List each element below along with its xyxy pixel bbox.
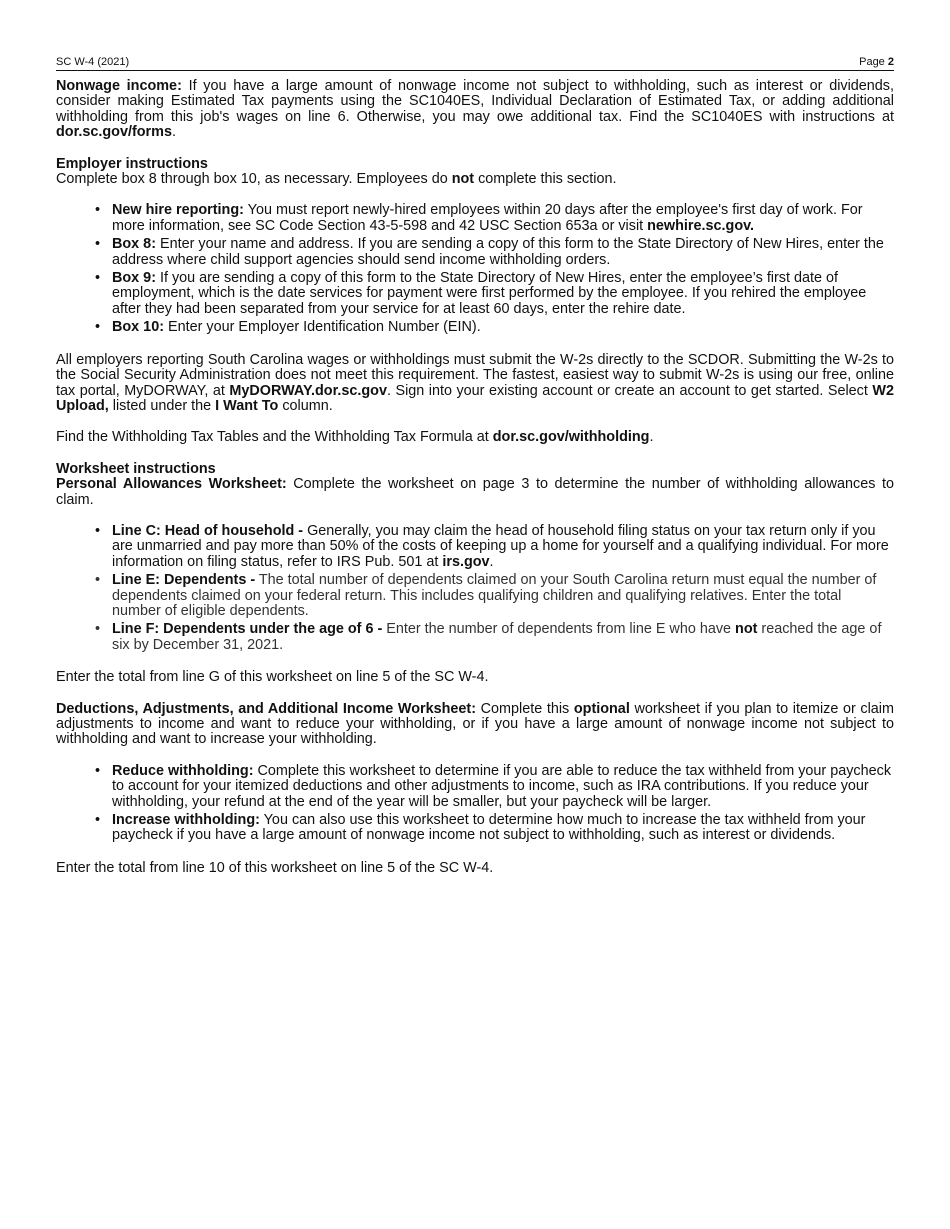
personal-allowances-paragraph: Personal Allowances Worksheet: Complete the worksheet on page 3 to determine the number of withholding allowances to claim.	[56, 476, 895, 508]
worksheet-instructions-heading: Worksheet instructions	[56, 460, 216, 477]
form-id: SC W-4 (2021)	[56, 56, 130, 68]
withholding-link[interactable]: dor.sc.gov/withholding	[492, 429, 650, 446]
list-item: • Line E: Dependents - The total number of dependents claimed on your South Carolina return must equal the number of dependents claimed on your federal return. This includes qualifying children and qualifying relatives. Enter the total number of eligible dependents.	[112, 573, 894, 619]
list-item: • Box 10: Enter your Employer Identification Number (EIN).	[112, 320, 894, 335]
page-header	[56, 56, 894, 71]
list-item: • Reduce withholding: Complete this worksheet to determine if you are able to reduce the tax withheld from your paycheck to account for your itemized deductions and other adjustments to income, such as IRA contributions. If you reduce your withholding, your refund at the end of the year will be smaller, but your paycheck will be larger.	[112, 764, 894, 810]
list-item: • Line F: Dependents under the age of 6 - Enter the number of dependents from line E who have not reached the age of six by December 31, 2021.	[112, 622, 894, 653]
tax-tables-paragraph: Find the Withholding Tax Tables and the Withholding Tax Formula at dor.sc.gov/withholding.	[56, 429, 654, 446]
nonwage-income-paragraph: Nonwage income: If you have a large amount of nonwage income not subject to withholding, such as interest or dividends, consider making Estimated Tax payments using the SC1040ES, Individual Declaration of Estimated Tax, or adding additional withholding from this job's wages on line 6. Otherwise, you may owe additional tax. Find the SC1040ES with instructions at dor.sc.gov/forms.	[56, 78, 894, 141]
newhire-link[interactable]: newhire.sc.gov.	[647, 217, 755, 234]
line-g-paragraph: Enter the total from line G of this worksheet on line 5 of the SC W-4.	[56, 669, 489, 686]
deductions-list	[56, 764, 894, 844]
employer-instructions-heading: Employer instructions	[56, 155, 208, 172]
irs-link[interactable]: irs.gov	[442, 553, 490, 570]
list-item: • Box 8: Enter your name and address. If you are sending a copy of this form to the State Directory of New Hires, enter the address where child support agencies should send income withholding orders.	[112, 237, 894, 268]
list-item: • Increase withholding: You can also use this worksheet to determine how much to increase the tax withheld from your paycheck if you have a large amount of nonwage income not subject to withholding, such as interest or dividends.	[112, 813, 894, 844]
list-item: • New hire reporting: You must report newly-hired employees within 20 days after the employee's first day of work. For more information, see SC Code Section 43-5-598 and 42 USC Section 653a or visit newhire.sc.gov.	[112, 203, 894, 234]
w2-submission-paragraph: All employers reporting South Carolina wages or withholdings must submit the W-2s directly to the SCDOR. Submitting the W-2s to the Social Security Administration does not meet this requirement. The fastest, easiest way to submit W-2s is using our free, online tax portal, MyDORWAY, at MyDORWAY.dor.sc.gov. Sign into your existing account or create an account to get started. Select W2 Upload, listed under the I Want To column.	[56, 351, 894, 414]
deductions-paragraph: Deductions, Adjustments, and Additional Income Worksheet: Complete this optional worksheet if you plan to itemize or claim adjustments to income and want to reduce your withholding, or if you have a large amount of nonwage income not subject to withholding and want to increase your withholding.	[56, 700, 894, 748]
employer-list	[56, 203, 894, 335]
page-number: Page 2	[859, 56, 894, 68]
list-item: • Box 9: If you are sending a copy of this form to the State Directory of New Hires, enter the employee’s first date of employment, which is the date services for payment were first performed by the employee. If you rehired the employee after they had been separated from your service for at least 60 days, enter the rehire date.	[112, 271, 894, 317]
worksheet-list	[56, 524, 894, 653]
forms-link[interactable]: dor.sc.gov/forms	[56, 124, 172, 141]
form-page	[56, 56, 894, 876]
list-item: • Line C: Head of household - Generally, you may claim the head of household filing status on your tax return only if you are unmarried and pay more than 50% of the costs of keeping up a home for yourself and a qualifying individual. For more information on filing status, refer to IRS Pub. 501 at irs.gov.	[112, 524, 894, 570]
employer-intro: Complete box 8 through box 10, as necessary. Employees do not complete this section.	[56, 171, 617, 188]
line-10-paragraph: Enter the total from line 10 of this worksheet on line 5 of the SC W-4.	[56, 859, 494, 876]
mydorway-link[interactable]: MyDORWAY.dor.sc.gov	[229, 382, 387, 399]
